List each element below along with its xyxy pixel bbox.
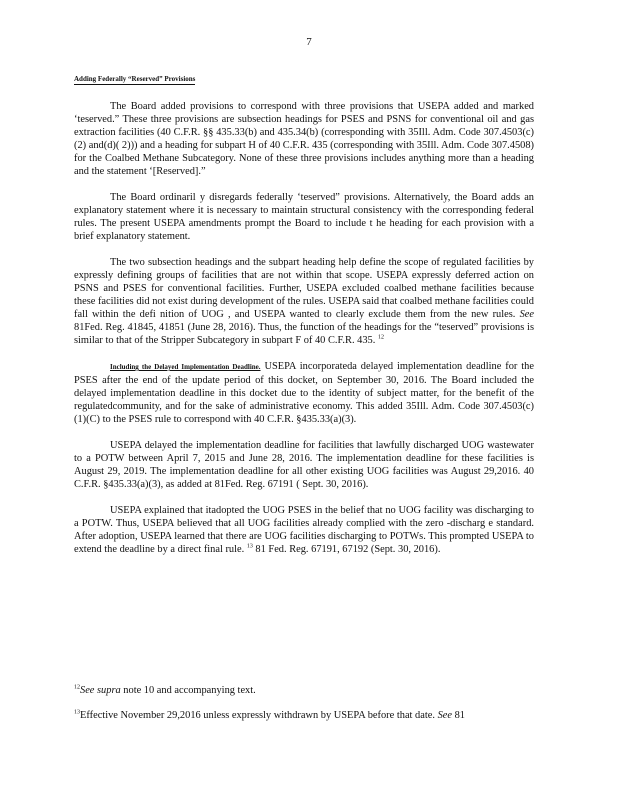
paragraph-1: The Board added provisions to correspond with three provisions that USEPA added and marked ‘teserved.” These three provisions are subsection headings for PSES and PSNS for conventional oil and gas extraction facilities (40 C.F.R. §§ 435.33(b) and 435.34(b) (corresponding with 35Ill. Adm. Code 307.4503(c)(2) and(d)( 2))) and a heading for subpart H of 40 C.F.R. 435 (corresponding with 35Ill. Adm. Code 307.4508) for the Coalbed Methane Subcategory. None of these three provisions includes anything more than a heading and the statement ‘[Reserved].”: [74, 101, 534, 177]
footnotes: [74, 684, 534, 734]
paragraph-6-text: USEPA explained that itadopted the UOG PSES in the belief that no UOG facility was discharging to a POTW. Thus, USEPA believed that all UOG facilities already complied with the zero -discharg e standard. After adoption, USEPA learned that there are UOG facilities discharging to POTWs. This prompted USEPA to extend the deadline by a direct final rule.: [74, 505, 534, 555]
paragraph-6: [74, 504, 534, 556]
paragraph-3-see: See: [519, 309, 534, 320]
footnote-13-tail: 81: [451, 710, 465, 721]
paragraph-5: USEPA delayed the implementation deadline for facilities that lawfully discharged UOG wastewater to a POTW between April 7, 2015 and June 28, 2016. The implementation deadline for these facilities is August 29, 2019. The implementation deadline for all other existing UOG facilities was August 29,2016. 40 C.F.R. §435.33(a)(3), as added at 81Fed. Reg. 67191 ( Sept. 30, 2016).: [74, 440, 534, 490]
footnote-13-text: Effective November 29,2016 unless expressly withdrawn by USEPA before that date.: [80, 710, 435, 721]
footnote-12-number: 12: [74, 684, 80, 691]
paragraph-6-citation: 81 Fed. Reg. 67191, 67192 (Sept. 30, 2016).: [252, 544, 441, 555]
paragraph-3-text: The two subsection headings and the subpart heading help define the scope of regulated facilities by expressly defining groups of facilities that are not within that scope. USEPA expressly deferred action on PSNS and PSES for conventional facilities. Further, USEPA excluded coalbed methane facilities because these facilities did not exist during development of the rules. USEPA said that coalbed methane facilities could fall within the defi nition of UOG , and USEPA wanted to clearly exclude them from the new rules.: [74, 257, 534, 320]
paragraph-4: [74, 360, 534, 426]
paragraph-3: [74, 256, 534, 347]
footnote-ref-13[interactable]: 13: [246, 543, 253, 550]
footnote-13-see: See: [437, 710, 452, 721]
section-heading-delayed-deadline: Including the Delayed Implementation Deadline.: [110, 363, 261, 371]
footnote-12-text: note 10 and accompanying text.: [120, 685, 256, 696]
page-number: 7: [306, 36, 312, 48]
footnote-ref-12[interactable]: 12: [377, 334, 384, 341]
paragraph-4-text: USEPA incorporateda delayed implementation deadline for the PSES after the end of the update period of this docket, on September 30, 2016. The Board included the delayed implementation deadline in this docket due to the identity of subject matter, for the benefit of the regulatedcommunity, and for the sake of administrative economy. This added 35Ill. Adm. Code 307.4503(c)(1)(C) to the PSES rule to correspond with 40 C.F.R. §435.33(a)(3).: [74, 361, 534, 425]
footnote-12-see: See supra: [80, 685, 121, 696]
footnote-12: [74, 684, 534, 697]
section-heading-reserved-text: Adding Federally “Reserved” Provisions: [74, 75, 196, 83]
footnote-13: [74, 709, 534, 722]
paragraph-2: The Board ordinaril y disregards federally ‘teserved” provisions. Alternatively, the Board adds an explanatory statement where it is necessary to maintain structural consistency with the corresponding federal rules. The present USEPA amendments prompt the Board to include t he heading for each provision with a brief explanatory statement.: [74, 192, 534, 242]
footnote-13-number: 13: [74, 709, 80, 716]
body-text: [74, 73, 534, 569]
section-heading-reserved: [74, 73, 534, 86]
paragraph-3-citation: 81Fed. Reg. 41845, 41851 (June 28, 2016). Thus, the function of the headings for the “teserved” provisions is similar to that of the Stripper Subcategory in subpart F of 40 C.F.R. 435.: [74, 322, 534, 346]
